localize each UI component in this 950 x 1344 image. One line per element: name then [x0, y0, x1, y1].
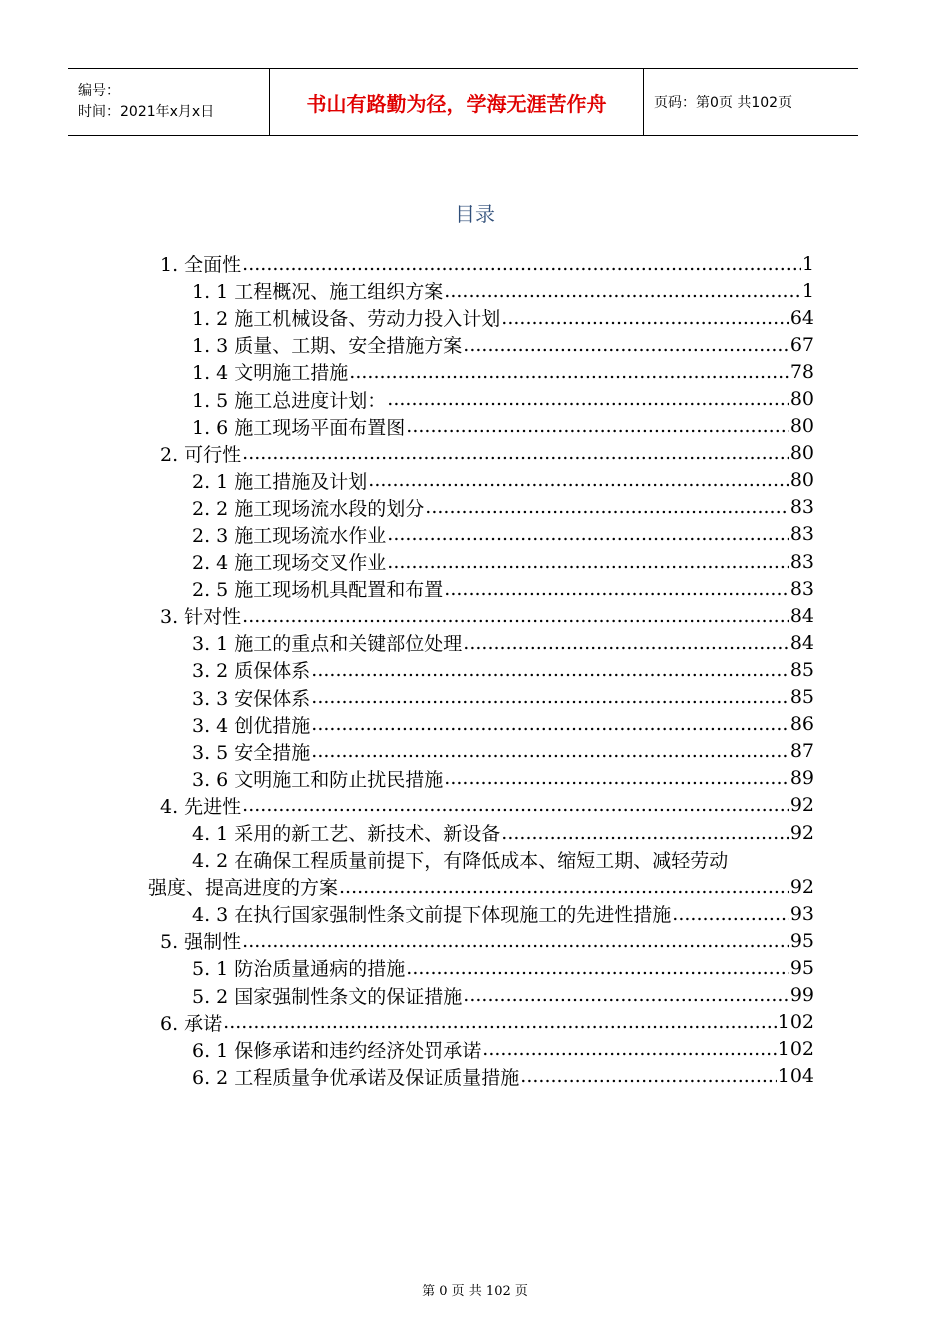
toc-entry[interactable]: 1. 全面性 ..... 1: [148, 250, 814, 277]
toc-entry[interactable]: 1. 5 施工总进度计划： ..... 80: [148, 385, 814, 412]
toc-entry[interactable]: 1. 4 文明施工措施 ..... 78: [148, 358, 814, 385]
toc-entry[interactable]: 6. 承诺 ..... 102: [148, 1009, 814, 1036]
motto: 书山有路勤为径，学海无涯苦作舟: [306, 91, 607, 116]
toc-entry[interactable]: 4. 1 采用的新工艺、新技术、新设备 ..... 92: [148, 819, 814, 846]
toc-entry[interactable]: 3. 3 安保体系 ..... 85: [148, 684, 814, 711]
toc-entry[interactable]: 5. 2 国家强制性条文的保证措施 ..... 99: [148, 982, 814, 1009]
toc-entry[interactable]: 5. 1 防治质量通病的措施 ..... 95: [148, 954, 814, 981]
toc-entry[interactable]: 2. 可行性 ..... 80: [148, 440, 814, 467]
toc-entry[interactable]: 6. 2 工程质量争优承诺及保证质量措施 ..... 104: [148, 1063, 814, 1090]
table-of-contents: [148, 250, 814, 1090]
page-label: 页码：第0页 共102页: [654, 95, 793, 111]
toc-entry[interactable]: 1. 6 施工现场平面布置图 ..... 80: [148, 413, 814, 440]
toc-entry[interactable]: 2. 4 施工现场交叉作业 ..... 83: [148, 548, 814, 575]
toc-entry[interactable]: 6. 1 保修承诺和违约经济处罚承诺 ..... 102: [148, 1036, 814, 1063]
toc-entry[interactable]: 2. 1 施工措施及计划 ..... 80: [148, 467, 814, 494]
toc-entry[interactable]: 2. 3 施工现场流水作业 ..... 83: [148, 521, 814, 548]
toc-entry[interactable]: 3. 1 施工的重点和关键部位处理 ..... 84: [148, 629, 814, 656]
toc-entry[interactable]: 3. 5 安全措施 ..... 87: [148, 738, 814, 765]
time-label: 时间：2021年x月x日: [78, 104, 215, 120]
toc-entry[interactable]: 3. 2 质保体系 ..... 85: [148, 656, 814, 683]
toc-entry[interactable]: 2. 2 施工现场流水段的划分 ..... 83: [148, 494, 814, 521]
toc-entry[interactable]: 3. 4 创优措施 ..... 86: [148, 711, 814, 738]
toc-entry[interactable]: 4. 3 在执行国家强制性条文前提下体现施工的先进性措施 ..... 93: [148, 900, 814, 927]
toc-entry[interactable]: 5. 强制性 ..... 95: [148, 927, 814, 954]
toc-entry[interactable]: 1. 3 质量、工期、安全措施方案 ..... 67: [148, 331, 814, 358]
toc-title: 目录: [455, 202, 495, 226]
number-label: 编号：: [78, 83, 120, 99]
toc-entry[interactable]: 2. 5 施工现场机具配置和布置 ..... 83: [148, 575, 814, 602]
page-footer: 第 0 页 共 102 页: [422, 1284, 528, 1299]
toc-entry[interactable]: 3. 针对性 ..... 84: [148, 602, 814, 629]
toc-entry-continuation[interactable]: 强度、提高进度的方案 ..... 92: [148, 873, 814, 900]
document-header: [68, 68, 858, 136]
header-motto-cell: [270, 69, 644, 135]
toc-entry[interactable]: 1. 2 施工机械设备、劳动力投入计划 ..... 64: [148, 304, 814, 331]
header-page-cell: [644, 69, 858, 135]
header-left-cell: [68, 69, 270, 135]
toc-entry-first-line[interactable]: 4. 2 在确保工程质量前提下，有降低成本、缩短工期、减轻劳动: [192, 850, 729, 873]
toc-entry[interactable]: 4. 先进性 ..... 92: [148, 792, 814, 819]
toc-entry[interactable]: 1. 1 工程概况、施工组织方案 ..... 1: [148, 277, 814, 304]
toc-entry[interactable]: 3. 6 文明施工和防止扰民措施 ..... 89: [148, 765, 814, 792]
